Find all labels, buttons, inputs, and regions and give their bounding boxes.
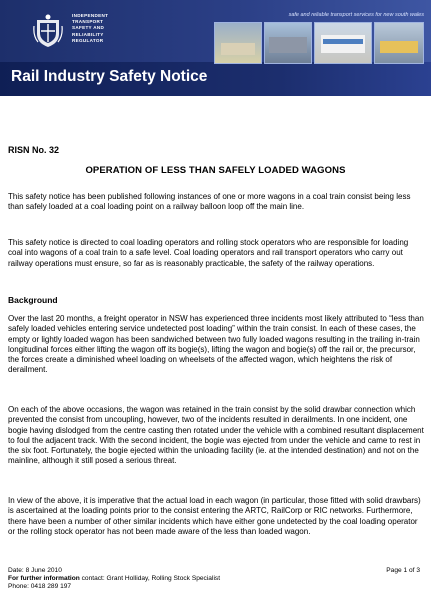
footer-contact — [8, 575, 424, 583]
tagline: safe and reliable transport services for new south wales — [288, 12, 424, 18]
organisation-name — [72, 13, 142, 44]
train-photo — [264, 22, 312, 64]
page-number: Page 1 of 3 — [386, 567, 420, 574]
notice-title: OPERATION OF LESS THAN SAFELY LOADED WAGONS — [85, 165, 346, 176]
footer-contact-text: contact: Grant Holliday, Rolling Stock Specialist — [79, 575, 221, 582]
train-photo — [214, 22, 262, 64]
org-line: TRANSPORT — [72, 19, 104, 25]
footer-date: Date: 8 June 2010 — [8, 567, 62, 574]
background-heading: Background — [8, 295, 58, 305]
page-footer — [8, 567, 424, 591]
org-line: INDEPENDENT — [72, 13, 109, 18]
org-line: SAFETY AND — [72, 25, 105, 31]
org-line: REGULATOR — [72, 37, 104, 43]
scope-paragraph: This safety notice is directed to coal loading operators and rolling stock operators who are responsible for loading coal into wagons of a coal train to a safe level. Coal loading operators and rail transport operators who carry out railway operations must ensure, so far as is reasonably practicable, the safety of the railway operations. — [8, 238, 409, 268]
header-banner — [0, 0, 431, 96]
banner-photos — [214, 22, 424, 66]
org-line: RELIABILITY — [72, 31, 104, 37]
background-paragraph: On each of the above occasions, the wagon was retained in the train consist by the solid drawbar connection which prevented the consist from uncoupling, however, two of the incidents resulted in derailments. In one incident, one bogie having dislodged from the centre casting then rotated under the vehicle with a combined resultant displacement to foul the adjacent track. With the second incident, the bogie was ejected from under the vehicle and came to rest in the six foot. Fortunately, the bogie ejected within the unloading facility (ie. at the intended destination) and not on the mainline, although it still posed a serious threat. — [8, 405, 424, 466]
coat-of-arms-icon — [33, 14, 63, 48]
ferry-photo — [374, 22, 424, 64]
background-paragraph: In view of the above, it is imperative that the actual load in each wagon (in particular, those fitted with solid drawbars) is ascertained at the loading points prior to the consist entering the ARTC, RailCorp or RIC networks. Furthermore, there have been a number of other similar incidents which have either gone undetected by the coal loading operator or the rolling stock operator has not been made aware of the less than loaded wagon. — [8, 496, 421, 536]
intro-paragraph: This safety notice has been published following instances of one or more wagons in a coal train consist being less than safely loaded at a coal loading point on a railway balloon loop off the main line. — [8, 192, 411, 212]
background-paragraph: Over the last 20 months, a freight operator in NSW has experienced three incidents most likely attributed to “less than safely loaded vehicles entering service undetected post loading” within the train consist. In each of these cases, the empty or lightly loaded wagon has been sandwiched between two fully loaded wagons resulting in the trailing in-train longitudinal forces either lifting the wagon off its bogie(s), lifting the wagon and bogie(s) off the rail or, the precursor, the forces create a diminished wheel loading on wheelsets of the affected wagon, which heightens the risk of derailment. — [8, 314, 424, 375]
bus-photo — [314, 22, 372, 64]
footer-contact-label: For further information — [8, 575, 80, 582]
footer-phone: Phone: 0418 289 197 — [8, 583, 72, 590]
notice-number: RISN No. 32 — [8, 145, 60, 155]
banner-title: Rail Industry Safety Notice — [11, 68, 208, 85]
